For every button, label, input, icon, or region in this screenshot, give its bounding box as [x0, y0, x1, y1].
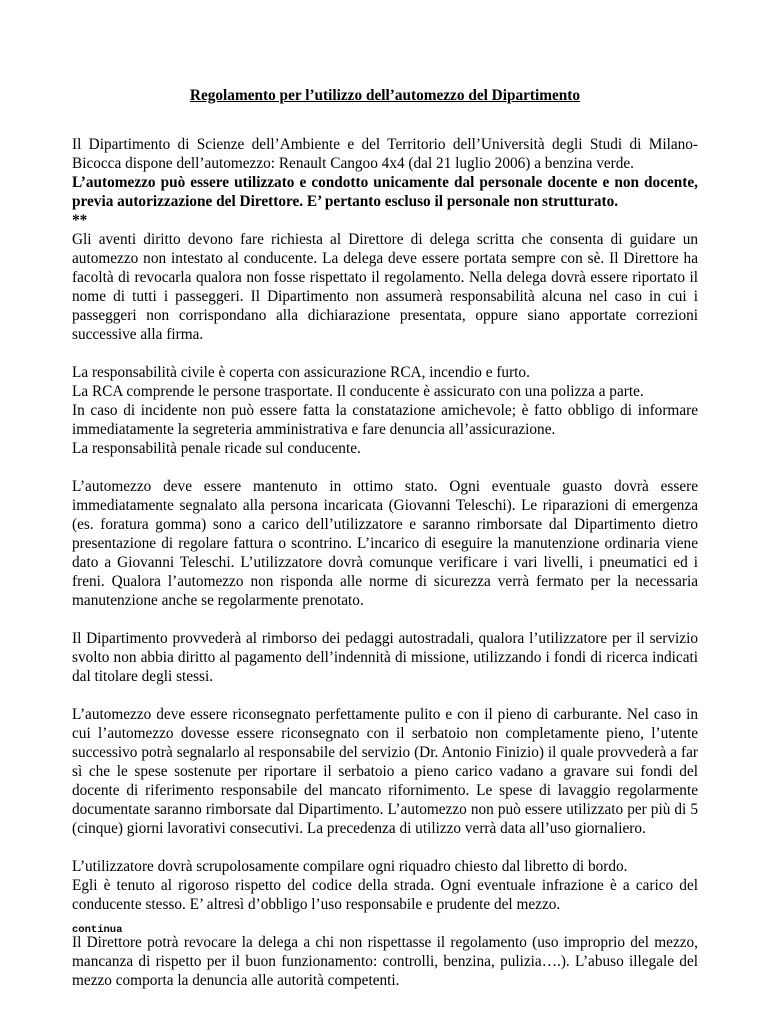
document-title: Regolamento per l’utilizzo dell’automezzo del Dipartimento — [189, 87, 581, 104]
responsabilita-line: La RCA comprende le persone trasportate. Il conducente è assicurato con una polizza a parte. — [72, 383, 644, 400]
revoca-paragraph: Il Direttore potrà revocare la delega a chi non rispettasse il regolamento (uso improprio del mezzo, mancanza di rispetto per il buon funzionamento: controlli, benzina, pulizia….). L’abuso illegale del mezzo comporta la denuncia alle autorità competenti. — [72, 934, 698, 989]
manutenzione-paragraph: L’automezzo deve essere mantenuto in ottimo stato. Ogni eventuale guasto dovrà essere immediatamente segnalato alla persona incaricata (Giovanni Teleschi). Le riparazioni di emergenza (es. foratura gomma) sono a carico dell’utilizzatore e saranno rimborsate dal Dipartimento dietro presentazione di regolare fattura o scontrino. L’incarico di eseguire la manutenzione ordinaria viene dato a Giovanni Teleschi. L’utilizzatore dovrà comunque verificare i vari livelli, i pneumatici ed i freni. Qualora l’automezzo non risponda alle norme di sicurezza verrà fermato per la necessaria manutenzione anche se regolarmente prenotato. — [72, 478, 698, 609]
continua-label: continua — [72, 924, 123, 936]
intro-asterisks: ** — [72, 212, 88, 229]
responsabilita-line: La responsabilità civile è coperta con assicurazione RCA, incendio e furto. — [72, 364, 530, 381]
document-body — [72, 86, 698, 1009]
responsabilita-line: La responsabilità penale ricade sul conducente. — [72, 440, 361, 457]
delega-text: Gli aventi diritto devono fare richiesta al Direttore di delega scritta che consenta di guidare un automezzo non intestato al conducente. La delega deve essere portata sempre con sè. Il Direttore ha facoltà di revocarla qualora non fosse rispettato il regolamento. Nella delega dovrà essere riportato il nome di tutti i passeggeri. Il Dipartimento non assumerà responsabilità alcuna nel caso in cui i passeggeri non corrispondano alla dichiarazione presentata, oppure siano apportate correzioni successive alla firma. — [72, 231, 698, 343]
pedaggi-paragraph: Il Dipartimento provvederà al rimborso dei pedaggi autostradali, qualora l’utilizzatore per il servizio svolto non abbia diritto al pagamento dell’indennità di missione, utilizzando i fondi di ricerca indicati dal titolare degli stessi. — [72, 630, 698, 685]
riconsegna-paragraph: L’automezzo deve essere riconsegnato perfettamente pulito e con il pieno di carburante. Nel caso in cui l’automezzo dovesse essere riconsegnato con il serbatoio non completamente pieno, l’utente successivo potrà segnalarlo al responsabile del servizio (Dr. Antonio Finizio) il quale provvederà a far sì che le spese sostenute per riportare il serbatoio a pieno carico vadano a gravare sui fondi del docente di riferimento responsabile del mancato rifornimento. Le spese di lavaggio regolarmente documentate saranno rimborsate dal Dipartimento. L’automezzo non può essere utilizzato per più di 5 (cinque) giorni lavorativi consecutivi. La precedenza di utilizzo verrà data all’uso giornaliero. — [72, 706, 698, 837]
libretto-paragraph — [72, 857, 698, 914]
responsabilita-line: In caso di incidente non può essere fatta la constatazione amichevole; è fatto obbligo di informare immediatamente la segreteria amministrativa e fare denuncia all’assicurazione. — [72, 402, 698, 438]
libretto-line: L’utilizzatore dovrà scrupolosamente compilare ogni riquadro chiesto dal libretto di bordo. — [72, 858, 628, 875]
intro-text: Il Dipartimento di Scienze dell’Ambiente e del Territorio dell’Università degli Studi di Milano-Bicocca dispone dell’automezzo: Renault Cangoo 4x4 (dal 21 luglio 2006) a benzina verde. — [72, 136, 698, 172]
responsabilita-paragraph — [72, 363, 698, 458]
intro-bold-rule: L’automezzo può essere utilizzato e condotto unicamente dal personale docente e non docente, previa autorizzazione del Direttore. E’ pertanto escluso il personale non strutturato. — [72, 174, 698, 210]
intro-paragraph — [72, 135, 698, 344]
libretto-line: Egli è tenuto al rigoroso rispetto del codice della strada. Ogni eventuale infrazione è a carico del conducente stesso. E’ altresì d’obbligo l’uso responsabile e prudente del mezzo. — [72, 877, 698, 913]
